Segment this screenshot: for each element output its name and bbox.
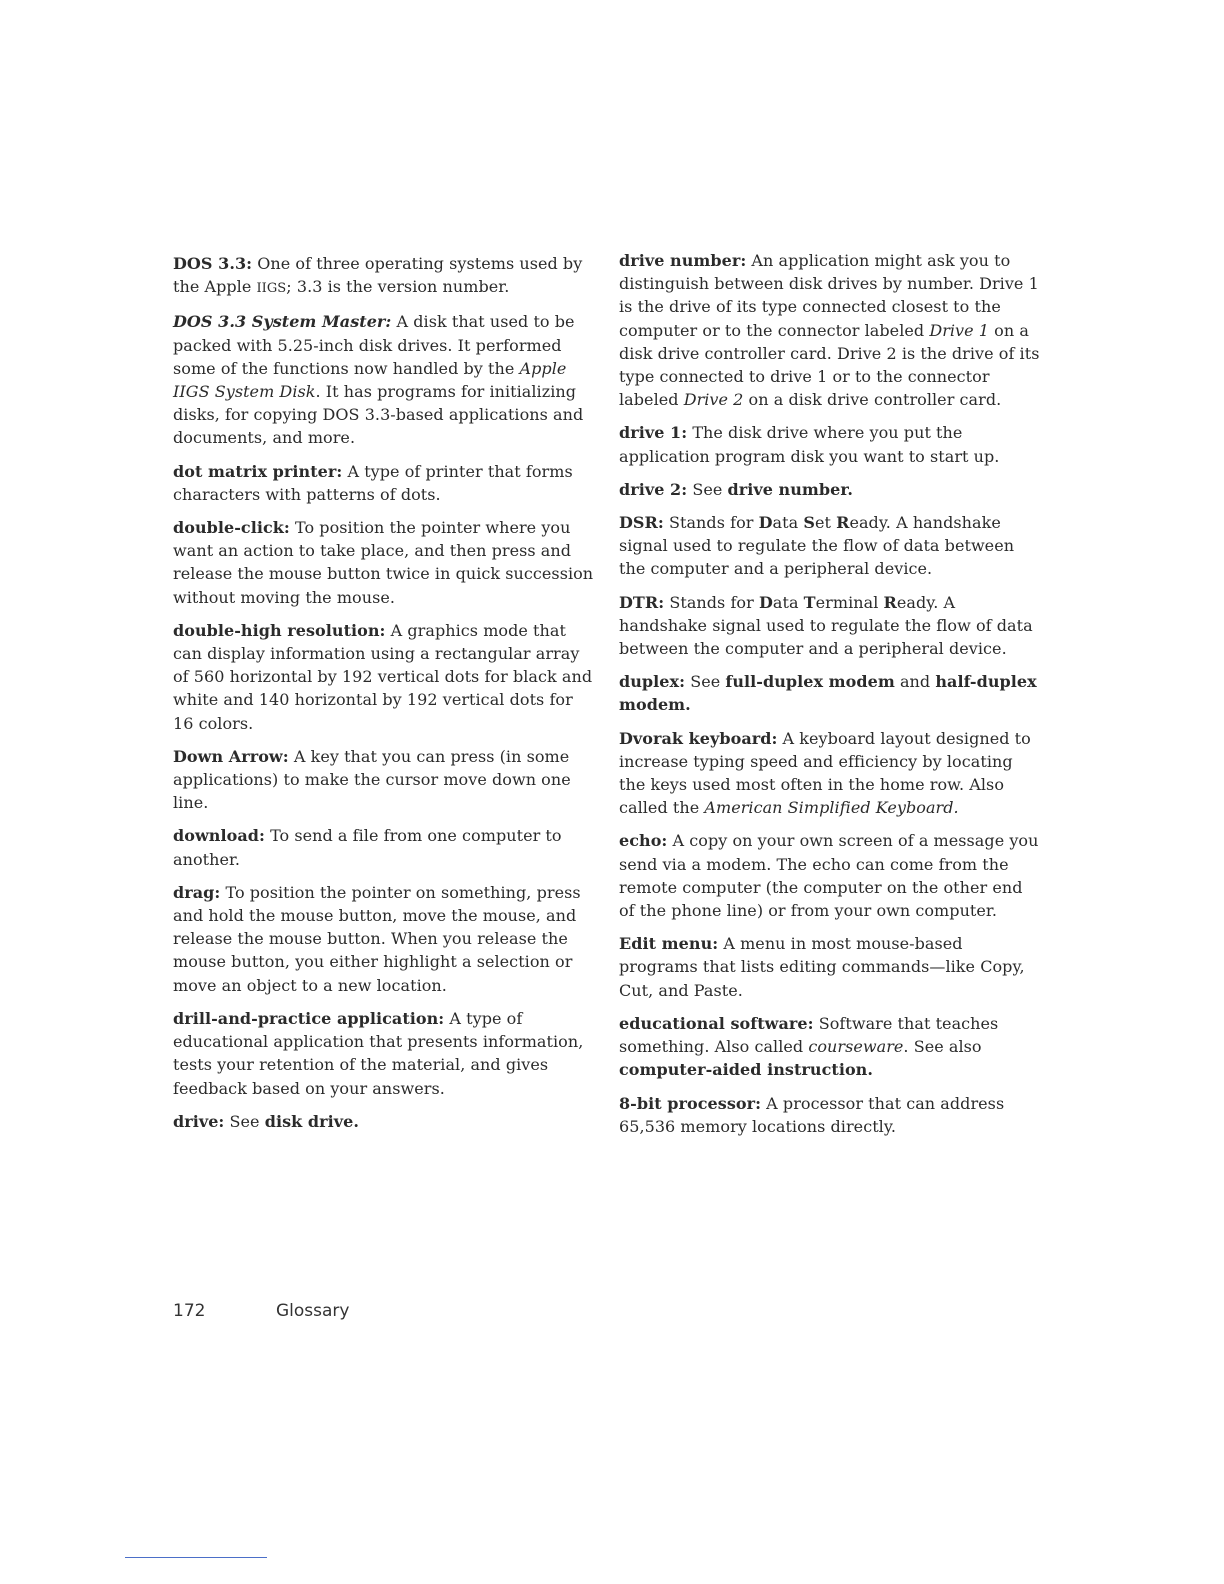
glossary-entry: [619, 421, 1041, 467]
glossary-entry: [173, 1110, 595, 1133]
cross-reference: disk drive.: [264, 1111, 359, 1131]
glossary-entry: [619, 829, 1041, 922]
glossary-term: DSR:: [619, 513, 664, 533]
glossary-entry: [619, 249, 1041, 411]
italic-text: American Simplified Keyboard.: [704, 798, 959, 818]
definition-text: A type of printer that forms characters with patterns of dots.: [173, 461, 573, 504]
definition-text: To send a file from one computer to another.: [173, 826, 562, 869]
italic-text: courseware: [808, 1037, 904, 1057]
glossary-entry: [619, 727, 1041, 820]
glossary-term: echo:: [619, 831, 668, 851]
glossary-entry: [173, 619, 595, 735]
glossary-entry: [619, 511, 1041, 581]
glossary-term: DOS 3.3 System Master:: [173, 312, 392, 332]
definition-text: Stands for: [663, 513, 759, 533]
definition-text: IIGS: [256, 281, 287, 297]
definition-text: . See also: [903, 1037, 982, 1057]
bottom-rule: [125, 1557, 267, 1558]
definition-text: See: [224, 1111, 265, 1131]
definition-text: eady. A handshake signal used to regulate the flow of data between the computer and a peripheral device.: [619, 513, 1015, 579]
glossary-term: Dvorak keyboard:: [619, 728, 778, 748]
glossary-entry: [619, 670, 1041, 716]
glossary-term: drag:: [173, 882, 221, 902]
definition-text: See: [687, 479, 728, 499]
italic-text: Drive 2: [683, 390, 744, 410]
definition-text: on a disk drive controller card.: [743, 390, 1002, 410]
glossary-entry: [619, 1092, 1041, 1138]
glossary-entry: [173, 310, 595, 449]
definition-text: One of three operating systems used by the Apple: [173, 254, 583, 297]
cross-reference: D: [758, 592, 773, 612]
glossary-term: 8-bit processor:: [619, 1093, 762, 1113]
definition-text: et: [814, 513, 837, 533]
glossary-entry: [619, 478, 1041, 501]
cross-reference: S: [803, 513, 815, 533]
definition-text: erminal: [815, 592, 884, 612]
glossary-entry: [173, 252, 595, 300]
definition-text: The disk drive where you put the application program disk you want to start up.: [619, 423, 1000, 466]
glossary-term: drive 1:: [619, 423, 688, 443]
cross-reference: computer-aided instruction.: [619, 1060, 873, 1080]
glossary-term: drive:: [173, 1111, 225, 1131]
cross-reference: R: [883, 592, 897, 612]
glossary-entry: [173, 1007, 595, 1100]
cross-reference: drive number.: [727, 479, 854, 499]
cross-reference: half-duplex modem.: [619, 672, 1037, 715]
cross-reference: D: [758, 513, 773, 533]
glossary-entry: [173, 516, 595, 609]
section-title: Glossary: [276, 1301, 350, 1321]
definition-text: A key that you can press (in some applications) to make the cursor move down one line.: [173, 746, 571, 813]
definition-text: To position the pointer on something, press and hold the mouse button, move the mouse, and release the mouse button. When you release the mouse button, you either highlight a selection or move an object to a new location.: [173, 882, 581, 995]
glossary-term: drill-and-practice application:: [173, 1008, 445, 1028]
glossary-entry: [619, 1012, 1041, 1082]
glossary-column-right: [619, 249, 1041, 1148]
italic-text: Apple IIGS System Disk: [173, 358, 567, 402]
cross-reference: full-duplex modem: [725, 672, 895, 692]
page-number: 172: [173, 1301, 206, 1321]
definition-text: A processor that can address 65,536 memory locations directly.: [619, 1093, 1005, 1136]
definition-text: A copy on your own screen of a message you send via a modem. The echo can come from the remote computer (the computer on the other end of the phone line) or from your own computer.: [619, 831, 1039, 921]
glossary-term: double-click:: [173, 518, 290, 538]
glossary-entry: [619, 932, 1041, 1002]
glossary-entry: [173, 824, 595, 870]
definition-text: An application might ask you to distinguish between disk drives by number. Drive 1 is the drive of its type connected closest to the computer or to the connector labeled: [619, 251, 1039, 340]
definition-text: on a disk drive controller card. Drive 2 is the drive of its type connected to drive 1 or to the connector labeled: [619, 320, 1040, 410]
definition-text: ata: [772, 592, 804, 612]
glossary-term: double-high resolution:: [173, 620, 386, 640]
glossary-term: educational software:: [619, 1013, 814, 1033]
italic-text: Drive 1: [929, 320, 990, 340]
glossary-term: dot matrix printer:: [173, 461, 343, 481]
glossary-entry: [173, 881, 595, 997]
definition-text: A disk that used to be packed with 5.25-inch disk drives. It performed some of the functions now handled by the: [173, 312, 575, 378]
glossary-term: Down Arrow:: [173, 746, 289, 766]
cross-reference: R: [836, 513, 850, 533]
definition-text: A keyboard layout designed to increase typing speed and efficiency by locating the keys used most often in the home row. Also called the: [619, 728, 1031, 818]
glossary-entry: [173, 460, 595, 506]
glossary-term: DOS 3.3:: [173, 254, 253, 273]
definition-text: ; 3.3 is the version number.: [286, 277, 510, 297]
definition-text: and: [894, 672, 936, 692]
definition-text: Stands for: [664, 592, 759, 612]
definition-text: A type of educational application that presents information, tests your retention of the material, and gives feedback based on your answers.: [173, 1008, 584, 1098]
glossary-entry: [619, 591, 1041, 661]
definition-text: A menu in most mouse-based programs that lists editing commands—like Copy, Cut, and Paste.: [619, 934, 1025, 1000]
glossary-term: drive 2:: [619, 479, 688, 499]
glossary-column-left: [173, 252, 595, 1143]
cross-reference: T: [803, 592, 816, 612]
definition-text: ata: [772, 513, 804, 533]
glossary-term: duplex:: [619, 672, 686, 692]
definition-text: To position the pointer where you want an action to take place, and then press and release the mouse button twice in quick succession without moving the mouse.: [173, 518, 594, 607]
glossary-term: Edit menu:: [619, 934, 719, 954]
glossary-entry: [173, 745, 595, 815]
glossary-term: drive number:: [619, 251, 747, 270]
definition-text: Software that teaches something. Also called: [619, 1013, 999, 1057]
glossary-term: download:: [173, 826, 265, 846]
glossary-term: DTR:: [619, 592, 665, 612]
definition-text: A graphics mode that can display information using a rectangular array of 560 horizontal by 192 vertical dots for black and white and 140 horizontal by 192 vertical dots for 16 colors.: [173, 620, 593, 733]
definition-text: . It has programs for initializing disks, for copying DOS 3.3-based applications and documents, and more.: [173, 382, 584, 448]
definition-text: See: [685, 672, 726, 692]
definition-text: eady. A handshake signal used to regulate the flow of data between the computer and a peripheral device.: [619, 592, 1033, 659]
page-footer: [173, 1301, 349, 1321]
